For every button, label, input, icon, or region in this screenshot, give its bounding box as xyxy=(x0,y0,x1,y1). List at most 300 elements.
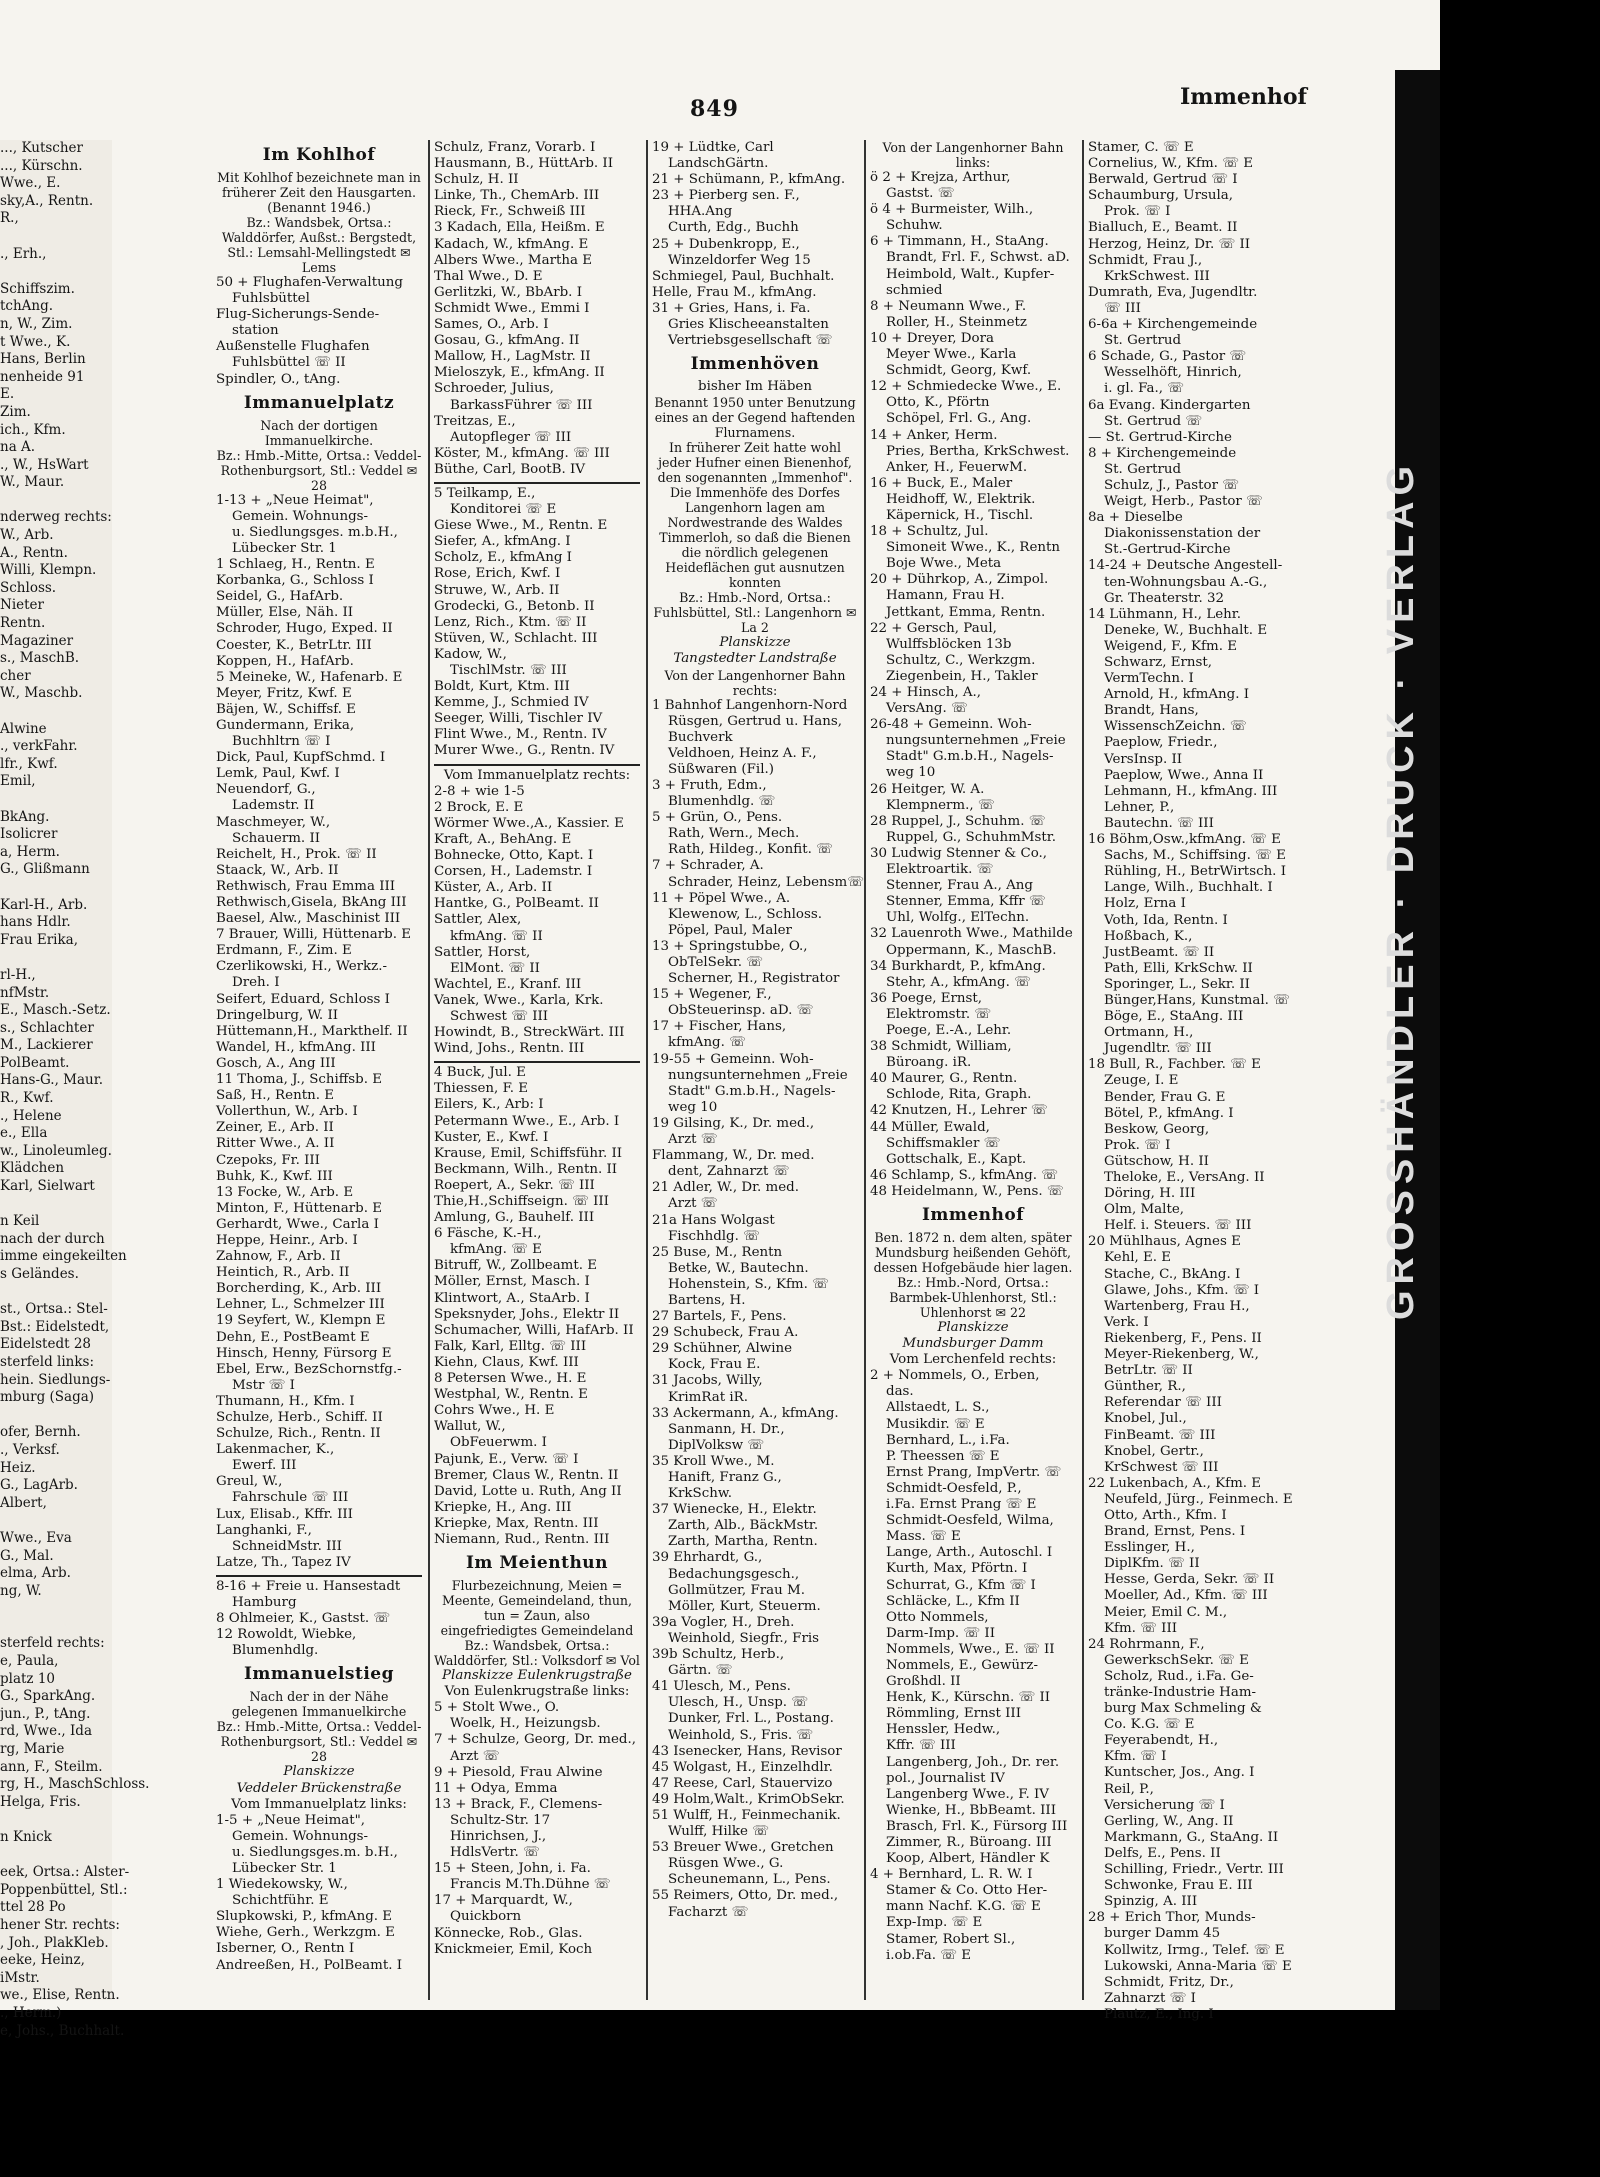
fragment-line: Willi, Klempn. xyxy=(0,562,97,579)
directory-entry-continuation: Gollmützer, Frau M. xyxy=(668,1582,805,1598)
directory-entry: Ebel, Erw., BezSchornstfg.- xyxy=(216,1361,402,1377)
fragment-line: Nieter xyxy=(0,597,44,614)
directory-entry-continuation: St.-Gertrud-Kirche xyxy=(1104,542,1231,558)
directory-entry: Bäjen, W., Schiffsf. E xyxy=(216,701,356,717)
directory-entry: Klintwort, A., StaArb. I xyxy=(434,1290,590,1306)
directory-entry-continuation: Betke, W., Bautechn. xyxy=(668,1260,809,1276)
directory-entry-continuation: mann Nachf. K.G. ☏ E xyxy=(886,1899,1041,1915)
directory-entry: 46 Schlamp, S., kfmAng. ☏ xyxy=(870,1167,1058,1183)
directory-entry: Scholz, E., kfmAng I xyxy=(434,550,572,566)
directory-entry: 11 + Pöpel Wwe., A. xyxy=(652,890,791,906)
directory-entry-continuation: Konditorei ☏ E xyxy=(450,502,557,518)
directory-entry-continuation: Kfm. ☏ III xyxy=(1104,1620,1178,1636)
directory-entry: ö 4 + Burmeister, Wilh., xyxy=(870,202,1034,218)
directory-entry-continuation: Deneke, W., Buchhalt. E xyxy=(1104,622,1268,638)
directory-entry-continuation: VermTechn. I xyxy=(1104,671,1194,687)
directory-entry-continuation: Kock, Frau E. xyxy=(668,1357,761,1373)
fragment-line: W., Maur. xyxy=(0,474,65,491)
directory-entry: Herzog, Heinz, Dr. ☏ II xyxy=(1088,236,1251,252)
directory-entry: Isberner, O., Rentn I xyxy=(216,1941,355,1957)
directory-entry: 25 Buse, M., Rentn xyxy=(652,1244,783,1260)
directory-entry-continuation: Lukowski, Anna-Maria ☏ E xyxy=(1104,1958,1292,1974)
fragment-line: Karl, Sielwart xyxy=(0,1178,95,1195)
directory-entry-continuation: Anker, H., FeuerwM. xyxy=(886,459,1028,475)
directory-entry: Lemk, Paul, Kwf. I xyxy=(216,766,340,782)
street-description: Nach der in der Nähe gelegenen Immanuelkirche xyxy=(231,1689,407,1720)
fragment-line: PolBeamt. xyxy=(0,1054,70,1071)
street-description: Ben. 1872 n. dem alten, später Mundsburg heißenden Gehöft, dessen Hofgebäude hier lagen. xyxy=(873,1230,1073,1275)
directory-entry: Könnecke, Rob., Glas. xyxy=(434,1925,583,1941)
directory-entry: 18 + Schultz, Jul. xyxy=(870,524,989,540)
fragment-line: ng, W. xyxy=(0,1582,42,1599)
directory-entry-continuation: Meyer Wwe., Karla xyxy=(886,347,1017,363)
directory-entry: Kemme, J., Schmied IV xyxy=(434,695,589,711)
directory-entry-continuation: Schultz-Str. 17 xyxy=(450,1812,551,1828)
directory-entry-continuation: Neufeld, Jürg., Feinmech. E xyxy=(1104,1491,1293,1507)
directory-entry-continuation: KrSchwest ☏ III xyxy=(1104,1459,1219,1475)
directory-entry: Howindt, B., StreckWärt. III xyxy=(434,1025,625,1041)
directory-entry-continuation: ObTelSekr. ☏ xyxy=(668,955,764,970)
directory-entry-continuation: Plautz, E., Ing. I xyxy=(1104,2006,1214,2022)
column-5 xyxy=(1088,140,1293,2022)
directory-entry-continuation: Schöpel, Frl. G., Ang. xyxy=(886,411,1032,427)
directory-entry: 34 Burkhardt, P., kfmAng. xyxy=(870,958,1046,974)
directory-entry-continuation: Böge, E., StaAng. III xyxy=(1104,1009,1244,1025)
directory-entry-continuation: Zimmer, R., Büroang. III xyxy=(886,1835,1052,1850)
directory-entry-continuation: tränke-Industrie Ham- xyxy=(1104,1685,1257,1700)
directory-entry-continuation: ten-Wohnungsbau A.-G., xyxy=(1104,574,1268,590)
directory-entry: Wörmer Wwe.,A., Kassier. E xyxy=(434,815,624,831)
directory-entry: 43 Isenecker, Hans, Revisor xyxy=(652,1743,842,1759)
plan-sketch-note: Planskizze xyxy=(719,635,791,651)
directory-entry-continuation: Riekenberg, F., Pens. II xyxy=(1104,1330,1262,1346)
directory-entry-continuation: station xyxy=(232,323,279,339)
directory-entry: 2-8 + wie 1-5 xyxy=(434,783,525,799)
directory-entry-continuation: Kehl, E. E xyxy=(1104,1250,1172,1266)
directory-entry: Greul, W., xyxy=(216,1474,283,1490)
fragment-line: Frau Erika, xyxy=(0,931,79,948)
directory-entry: — St. Gertrud-Kirche xyxy=(1088,429,1232,445)
directory-entry: 5 + Stolt Wwe., O. xyxy=(434,1700,560,1716)
directory-entry-continuation: Musikdir. ☏ E xyxy=(886,1416,985,1432)
section-rule xyxy=(434,482,640,484)
directory-entry: Buhk, K., Kwf. III xyxy=(216,1168,333,1184)
fragment-line: eeke, Heinz, xyxy=(0,1952,85,1969)
directory-entry: Linke, Th., ChemArb. III xyxy=(434,188,600,204)
directory-entry: Hüttemann,H., Markthelf. II xyxy=(216,1023,408,1039)
directory-entry-continuation: Schurrat, G., Kfm ☏ I xyxy=(886,1577,1036,1593)
directory-entry-continuation: das. xyxy=(886,1384,914,1400)
directory-entry: Rethwisch, Frau Emma III xyxy=(216,878,396,894)
fragment-line: BkAng. xyxy=(0,808,50,825)
directory-entry-continuation: Boje Wwe., Meta xyxy=(886,556,1002,572)
directory-entry-continuation: St. Gertrud ☏ xyxy=(1104,413,1203,429)
directory-entry-continuation: Lange, Wilh., Buchhalt. I xyxy=(1104,880,1273,896)
directory-entry: Hausmann, B., HüttArb. II xyxy=(434,156,614,172)
directory-entry-continuation: TischlMstr. ☏ III xyxy=(450,663,567,678)
directory-entry: 27 Bartels, F., Pens. xyxy=(652,1309,787,1325)
directory-entry-continuation: Knobel, Gertr., xyxy=(1104,1443,1204,1459)
directory-entry-continuation: kfmAng. ☏ xyxy=(668,1035,746,1051)
directory-entry-continuation: Arzt ☏ xyxy=(450,1748,500,1764)
directory-entry: Giese Wwe., M., Rentn. E xyxy=(434,518,608,534)
directory-entry: Murer Wwe., G., Rentn. IV xyxy=(434,743,615,759)
directory-entry: Albers Wwe., Martha E xyxy=(434,252,593,268)
directory-entry: Schmiegel, Paul, Buchhalt. xyxy=(652,268,835,284)
directory-entry: Minton, F., Hüttenarb. E xyxy=(216,1200,383,1216)
street-heading: Im Meienthun xyxy=(465,1553,609,1574)
fragment-line: G., SparkAng. xyxy=(0,1688,96,1705)
direction-label: bisher Im Häben xyxy=(698,379,812,395)
directory-entry: Beckmann, Wilh., Rentn. II xyxy=(434,1161,618,1177)
directory-entry: Wandel, H., kfmAng. III xyxy=(216,1039,376,1055)
directory-entry-continuation: Olm, Malte, xyxy=(1104,1202,1185,1218)
street-heading: Immenhöven xyxy=(690,354,820,375)
directory-entry: Hinsch, Henny, Fürsorg E xyxy=(216,1345,392,1361)
directory-entry: Kadach, W., kfmAng. E xyxy=(434,236,589,252)
directory-entry-continuation: burger Damm 45 xyxy=(1104,1926,1221,1942)
directory-entry: Borcherding, K., Arb. III xyxy=(216,1281,382,1297)
fragment-line: hein. Siedlungs- xyxy=(0,1371,111,1388)
directory-entry-continuation: Stehr, A., kfmAng. ☏ xyxy=(886,974,1031,990)
directory-entry: 1 Wiedekowsky, W., xyxy=(216,1877,348,1893)
fragment-line: ., Helene xyxy=(0,1107,62,1124)
directory-entry: Bremer, Claus W., Rentn. II xyxy=(434,1467,619,1483)
directory-entry-continuation: i. gl. Fa., ☏ xyxy=(1104,381,1185,397)
directory-entry: Niemann, Rud., Rentn. III xyxy=(434,1531,610,1547)
directory-entry: 1-5 + „Neue Heimat", xyxy=(216,1812,366,1828)
directory-entry-continuation: Meyer-Riekenberg, W., xyxy=(1104,1347,1259,1363)
directory-entry-continuation: Uhl, Wolfg., ElTechn. xyxy=(886,910,1030,926)
directory-entry-continuation: Brand, Ernst, Pens. I xyxy=(1104,1524,1246,1540)
fragment-line: W., Arb. xyxy=(0,527,54,544)
directory-entry: Seeger, Willi, Tischler IV xyxy=(434,711,603,727)
directory-entry: Speksnyder, Johs., Elektr II xyxy=(434,1306,620,1322)
directory-entry: 53 Breuer Wwe., Gretchen xyxy=(652,1840,834,1856)
directory-entry: Cornelius, W., Kfm. ☏ E xyxy=(1088,156,1253,172)
directory-entry-continuation: Wesselhöft, Hinrich, xyxy=(1104,365,1242,381)
directory-entry: Langhanki, F., xyxy=(216,1522,312,1538)
directory-entry: Küster, A., Arb. II xyxy=(434,880,553,896)
directory-entry-continuation: Schwest ☏ III xyxy=(450,1008,549,1024)
directory-entry-continuation: GewerkschSekr. ☏ E xyxy=(1104,1652,1249,1668)
directory-entry: Helle, Frau M., kfmAng. xyxy=(652,284,817,300)
directory-entry: Gosch, A., Ang III xyxy=(216,1055,336,1071)
directory-entry-continuation: Schiffsmakler ☏ xyxy=(886,1135,1001,1151)
fragment-line: t Wwe., K. xyxy=(0,333,71,350)
directory-entry-continuation: Prok. ☏ I xyxy=(1104,204,1171,220)
directory-entry: ö 2 + Krejza, Arthur, xyxy=(870,170,1011,185)
directory-entry-continuation: weg 10 xyxy=(886,765,936,781)
directory-entry-continuation: Hohenstein, S., Kfm. ☏ xyxy=(668,1276,829,1292)
directory-entry: Schmidt Wwe., Emmi I xyxy=(434,300,590,316)
fragment-line: Isolicrer xyxy=(0,826,58,843)
directory-entry: Lehner, L., Schmelzer III xyxy=(216,1297,385,1313)
directory-entry: 11 + Odya, Emma xyxy=(434,1780,558,1796)
directory-entry-continuation: ElMont. ☏ II xyxy=(450,960,540,976)
directory-entry-continuation: Jugendltr. ☏ III xyxy=(1104,1041,1212,1057)
directory-entry-continuation: Exp-Imp. ☏ E xyxy=(886,1915,983,1931)
directory-entry: 4 Buck, Jul. E xyxy=(434,1065,526,1081)
directory-entry-continuation: Scherner, H., Registrator xyxy=(668,971,840,987)
directory-entry-continuation: Zarth, Martha, Rentn. xyxy=(668,1534,818,1550)
directory-entry: 47 Reese, Carl, Stauervizo xyxy=(652,1775,833,1791)
fragment-line: Helga, Fris. xyxy=(0,1793,81,1810)
fragment-line: s., MaschB. xyxy=(0,650,80,667)
directory-entry-continuation: Spinzig, A. III xyxy=(1104,1894,1198,1910)
fragment-line: E. xyxy=(0,386,15,403)
directory-entry: Lakenmacher, K., xyxy=(216,1442,335,1458)
directory-entry-continuation: P. Theessen ☏ E xyxy=(886,1448,1000,1464)
directory-entry-continuation: Fuhlsbüttel xyxy=(232,291,310,307)
directory-entry-continuation: Otto Nommels, xyxy=(886,1609,989,1625)
directory-entry: Roepert, A., Sekr. ☏ III xyxy=(434,1177,595,1193)
street-heading: Im Kohlhof xyxy=(262,145,376,165)
directory-entry-continuation: Hanift, Franz G., xyxy=(668,1470,782,1485)
fragment-line xyxy=(0,1847,112,1865)
directory-entry-continuation: Voth, Ida, Rentn. I xyxy=(1104,912,1228,928)
fragment-line: R., Kwf. xyxy=(0,1090,54,1107)
fragment-line: Hans-G., Maur. xyxy=(0,1072,104,1089)
directory-entry: Zahnow, F., Arb. II xyxy=(216,1249,341,1265)
directory-entry: Corsen, H., Lademstr. I xyxy=(434,864,593,880)
directory-entry-continuation: Scholz, Rud., i.Fa. Ge- xyxy=(1104,1668,1254,1684)
directory-entry: Rethwisch,Gisela, BkAng III xyxy=(216,895,407,910)
directory-entry-continuation: Meier, Emil C. M., xyxy=(1104,1604,1228,1620)
directory-entry: 6-6a + Kirchengemeinde xyxy=(1088,317,1258,333)
directory-entry-continuation: Hesse, Gerda, Sekr. ☏ II xyxy=(1104,1572,1275,1588)
plan-sketch-note: Planskizze Eulenkrugstraße xyxy=(442,1668,632,1684)
directory-entry: Knickmeier, Emil, Koch xyxy=(434,1941,593,1957)
directory-entry: Bialluch, E., Beamt. II xyxy=(1088,220,1238,236)
directory-entry-continuation: WissenschZeichn. ☏ xyxy=(1104,719,1247,735)
directory-entry: 8-16 + Freie u. Hansestadt xyxy=(216,1578,401,1594)
directory-entry: 36 Poege, Ernst, xyxy=(870,990,983,1006)
fragment-line: Albert, xyxy=(0,1494,47,1511)
directory-entry: Gundermann, Erika, xyxy=(216,717,355,733)
directory-entry: Flint Wwe., M., Rentn. IV xyxy=(434,727,607,743)
directory-entry: Kuster, E., Kwf. I xyxy=(434,1129,549,1145)
directory-entry-continuation: dent, Zahnarzt ☏ xyxy=(668,1164,790,1180)
fragment-line: we., Elise, Rentn. xyxy=(0,1987,120,2004)
street-heading: Immenhof xyxy=(921,1205,1025,1225)
directory-entry: Schumacher, Willi, HafArb. II xyxy=(434,1322,634,1338)
fragment-line: rl-H., xyxy=(0,966,36,983)
fragment-line: Karl-H., Arb. xyxy=(0,896,88,913)
section-rule xyxy=(434,764,640,766)
directory-entry-continuation: Feyerabendt, H., xyxy=(1104,1733,1219,1749)
directory-entry-continuation: Schuhw. xyxy=(886,218,943,234)
directory-entry: 20 + Dührkop, A., Zimpol. xyxy=(870,572,1049,588)
directory-entry-continuation: Bedachungsgesch., xyxy=(668,1566,800,1582)
directory-entry-continuation: Quickborn xyxy=(450,1909,522,1925)
directory-entry-continuation: Langenberg Wwe., F. IV xyxy=(886,1786,1049,1802)
directory-entry: Reichelt, H., Prok. ☏ II xyxy=(216,846,377,862)
directory-entry: 9 + Piesold, Frau Alwine xyxy=(434,1764,603,1780)
left-page-fragment xyxy=(0,140,150,2039)
directory-entry: Vanek, Wwe., Karla, Krk. xyxy=(434,992,604,1008)
directory-entry-continuation: Verk. I xyxy=(1104,1314,1149,1330)
directory-entry-continuation: Klempnerm., ☏ xyxy=(886,797,995,813)
directory-entry: Czepoks, Fr. III xyxy=(216,1152,320,1168)
fragment-line: e, Johs., Buchhalt. xyxy=(0,2022,125,2039)
directory-entry-continuation: u. Siedlungsges. m.b.H., xyxy=(232,524,398,540)
directory-entry: Bitruff, W., Zollbeamt. E xyxy=(434,1258,598,1274)
fragment-line: Wwe., Eva xyxy=(0,1529,72,1546)
directory-entry-continuation: Fahrschule ☏ III xyxy=(232,1490,349,1506)
directory-entry: Flug-Sicherungs-Sende- xyxy=(216,307,380,323)
fragment-line: elma, Arb. xyxy=(0,1565,71,1582)
fragment-line: mburg (Saga) xyxy=(0,1389,95,1406)
directory-entry: 7 + Schulze, Georg, Dr. med., xyxy=(434,1732,637,1748)
directory-entry: 13 Focke, W., Arb. E xyxy=(216,1184,354,1200)
directory-entry-continuation: Poege, E.-A., Lehr. xyxy=(886,1022,1012,1038)
directory-entry: Thumann, H., Kfm. I xyxy=(216,1393,355,1409)
directory-entry-continuation: Diakonissenstation der xyxy=(1104,526,1261,542)
plan-sketch-note: Planskizze xyxy=(283,1764,355,1780)
section-rule xyxy=(216,1575,422,1577)
directory-entry: 32 Lauenroth Wwe., Mathilde xyxy=(870,926,1073,942)
directory-entry: Ritter Wwe., A. II xyxy=(216,1136,335,1152)
street-description: Benannt 1950 unter Benutzung eines an der Gegend haftenden Flurnamens. xyxy=(654,395,856,441)
fragment-line: a, Herm. xyxy=(0,843,60,860)
directory-entry: Schaumburg, Ursula, xyxy=(1088,188,1233,204)
directory-entry: 22 + Gersch, Paul, xyxy=(870,620,997,636)
fragment-line: Eidelstedt 28 xyxy=(0,1336,91,1353)
directory-entry-continuation: Zarth, Alb., BäckMstr. xyxy=(668,1518,819,1534)
directory-entry: 48 Heidelmann, W., Pens. ☏ xyxy=(870,1183,1064,1199)
directory-entry: 40 Maurer, G., Rentn. xyxy=(870,1071,1018,1087)
directory-entry: Sattler, Horst, xyxy=(434,944,531,960)
directory-entry: 31 Jacobs, Willy, xyxy=(652,1373,763,1389)
directory-entry-continuation: Fischhdlg. ☏ xyxy=(668,1228,760,1244)
directory-entry: 21 Adler, W., Dr. med. xyxy=(652,1180,800,1196)
directory-entry: 24 + Hinsch, A., xyxy=(870,685,982,700)
directory-entry: 6 + Timmann, H., StaAng. xyxy=(870,234,1049,250)
fragment-line: sterfeld links: xyxy=(0,1353,95,1370)
directory-entry-continuation: Käpernick, H., Tischl. xyxy=(886,507,1034,523)
directory-entry: 4 + Bernhard, L. R. W. I xyxy=(870,1867,1033,1883)
directory-entry-continuation: Schrader, Heinz, Lebensm☏ xyxy=(668,874,864,890)
directory-entry-continuation: Delfs, E., Pens. II xyxy=(1104,1845,1221,1861)
directory-entry-continuation: Stamer & Co. Otto Her- xyxy=(886,1883,1048,1899)
directory-entry: 17 + Marquardt, W., xyxy=(434,1893,573,1909)
directory-entry: 12 Rowoldt, Wiebke, xyxy=(216,1627,357,1643)
directory-entry-continuation: i.Fa. Ernst Prang ☏ E xyxy=(886,1497,1037,1513)
fragment-line: tchAng. xyxy=(0,298,54,315)
fragment-line: imme eingekeilten xyxy=(0,1248,127,1265)
street-description: Flurbezeichnung, Meien = Meente, Gemeindeland, thun, tun = Zaun, also eingefriedigtes Gemeindeland xyxy=(440,1578,634,1639)
directory-entry-continuation: Wulffsblöcken 13b xyxy=(886,636,1012,652)
directory-entry-continuation: JustBeamt. ☏ II xyxy=(1104,944,1215,960)
directory-entry-continuation: Döring, H. III xyxy=(1104,1186,1196,1202)
directory-entry-continuation: Bünger,Hans, Kunstmal. ☏ xyxy=(1104,992,1290,1008)
directory-entry-continuation: Ruppel, G., SchuhmMstr. xyxy=(886,829,1056,845)
directory-entry-continuation: Günther, R., xyxy=(1104,1379,1186,1395)
directory-entry: 1 Schlaeg, H., Rentn. E xyxy=(216,557,375,573)
fragment-line: A., Rentn. xyxy=(0,544,68,561)
directory-entry: 26-48 + Gemeinn. Woh- xyxy=(870,717,1032,733)
street-description: Bz.: Hmb.-Mitte, Ortsa.: Veddel-Rothenburgsort, Stl.: Veddel ✉ 28 xyxy=(216,1719,422,1765)
fragment-line: G., Glißmann xyxy=(0,861,90,878)
directory-entry-continuation: Ernst Prang, ImpVertr. ☏ xyxy=(886,1464,1062,1480)
directory-entry-continuation: Bautechn. ☏ III xyxy=(1104,815,1214,831)
directory-entry-continuation: Stache, C., BkAng. I xyxy=(1104,1266,1241,1282)
direction-label: Von Eulenkrugstraße links: xyxy=(444,1684,630,1700)
directory-entry-continuation: Kfm. ☏ I xyxy=(1104,1749,1167,1765)
directory-entry-continuation: HdlsVertr. ☏ xyxy=(450,1845,540,1861)
directory-entry-continuation: Rühling, H., BetrWirtsch. I xyxy=(1104,864,1286,880)
fragment-line: Hans, Berlin xyxy=(0,351,86,368)
directory-entry-continuation: weg 10 xyxy=(668,1099,718,1115)
fragment-line xyxy=(0,949,112,967)
fragment-line: Wwe., E. xyxy=(0,175,61,192)
directory-entry-continuation: Rath, Hildeg., Konfit. ☏ xyxy=(668,842,833,858)
fragment-line: Bst.: Eidelstedt, xyxy=(0,1318,110,1335)
direction-label: Vom Immanuelplatz rechts: xyxy=(443,767,631,783)
directory-entry: Westphal, W., Rentn. E xyxy=(434,1387,588,1403)
street-description: Von der Langenhorner Bahn links: xyxy=(882,140,1064,170)
directory-entry: Meyer, Fritz, Kwf. E xyxy=(216,685,352,701)
directory-entry: Amlung, G., Bauhelf. III xyxy=(434,1210,595,1226)
directory-entry: Dringelburg, W. II xyxy=(216,1007,339,1023)
directory-entry-continuation: Arzt ☏ xyxy=(668,1196,718,1212)
directory-entry: Schulz, Franz, Vorarb. I xyxy=(434,140,596,155)
fragment-line xyxy=(0,703,112,721)
directory-entry-continuation: Lange, Arth., Autoschl. I xyxy=(886,1545,1053,1561)
directory-entry-continuation: St. Gertrud xyxy=(1104,333,1182,349)
directory-entry-continuation: Francis M.Th.Dühne ☏ xyxy=(450,1877,611,1893)
directory-entry-continuation: Co. K.G. ☏ E xyxy=(1104,1717,1195,1733)
directory-entry: Pajunk, E., Verw. ☏ I xyxy=(434,1451,579,1467)
directory-entry-continuation: Pöpel, Paul, Maler xyxy=(668,922,792,938)
fragment-line: Alwine xyxy=(0,720,47,737)
fragment-line: R., xyxy=(0,210,19,227)
directory-entry-continuation: Dunker, Frl. L., Postang. xyxy=(668,1711,834,1727)
directory-entry: 29 Schubeck, Frau A. xyxy=(652,1325,799,1341)
directory-entry: 44 Müller, Ewald, xyxy=(870,1119,990,1135)
street-heading: Immanuelplatz xyxy=(243,392,395,413)
directory-entry: Wallut, W., xyxy=(434,1419,506,1435)
directory-entry-continuation: Hinrichsen, J., xyxy=(450,1829,547,1844)
directory-entry: 18 Bull, R., Fachber. ☏ E xyxy=(1088,1057,1261,1073)
directory-entry-continuation: KrkSchw. xyxy=(668,1486,732,1502)
directory-entry: 37 Wienecke, H., Elektr. xyxy=(652,1502,817,1518)
directory-entry: Wind, Johs., Rentn. III xyxy=(434,1041,585,1057)
directory-entry: Treitzas, E., xyxy=(434,413,516,429)
directory-entry: 41 Ulesch, M., Pens. xyxy=(652,1679,791,1695)
column-divider xyxy=(1082,140,1084,2000)
directory-entry-continuation: Kuntscher, Jos., Ang. I xyxy=(1104,1765,1255,1781)
directory-entry-continuation: Kurth, Max, Pförtn. I xyxy=(886,1561,1028,1577)
fragment-line: Rentn. xyxy=(0,615,46,632)
directory-entry: 19 Gilsing, K., Dr. med., xyxy=(652,1115,815,1131)
directory-entry: 2 Brock, E. E xyxy=(434,799,524,815)
directory-entry-continuation: Lehmann, H., kfmAng. III xyxy=(1104,783,1278,799)
plan-sketch-note: Planskizze xyxy=(937,1320,1009,1335)
directory-entry-continuation: Elektromstr. ☏ xyxy=(886,1006,992,1022)
directory-entry-continuation: Simoneit Wwe., K., Rentn xyxy=(886,540,1061,556)
directory-entry: 12 + Schmiedecke Wwe., E. xyxy=(870,379,1062,395)
directory-entry: 3 + Fruth, Edm., xyxy=(652,777,767,793)
directory-entry-continuation: Wulff, Hilke ☏ xyxy=(668,1824,769,1840)
directory-entry-continuation: Lübecker Str. 1 xyxy=(232,1860,337,1876)
directory-entry-continuation: Gemein. Wohnungs- xyxy=(232,1828,369,1844)
directory-entry: Außenstelle Flughafen xyxy=(216,339,370,355)
directory-entry: Schulze, Rich., Rentn. II xyxy=(216,1426,381,1442)
fragment-line xyxy=(0,1600,112,1618)
directory-entry: 1 Bahnhof Langenhorn-Nord xyxy=(652,697,848,713)
